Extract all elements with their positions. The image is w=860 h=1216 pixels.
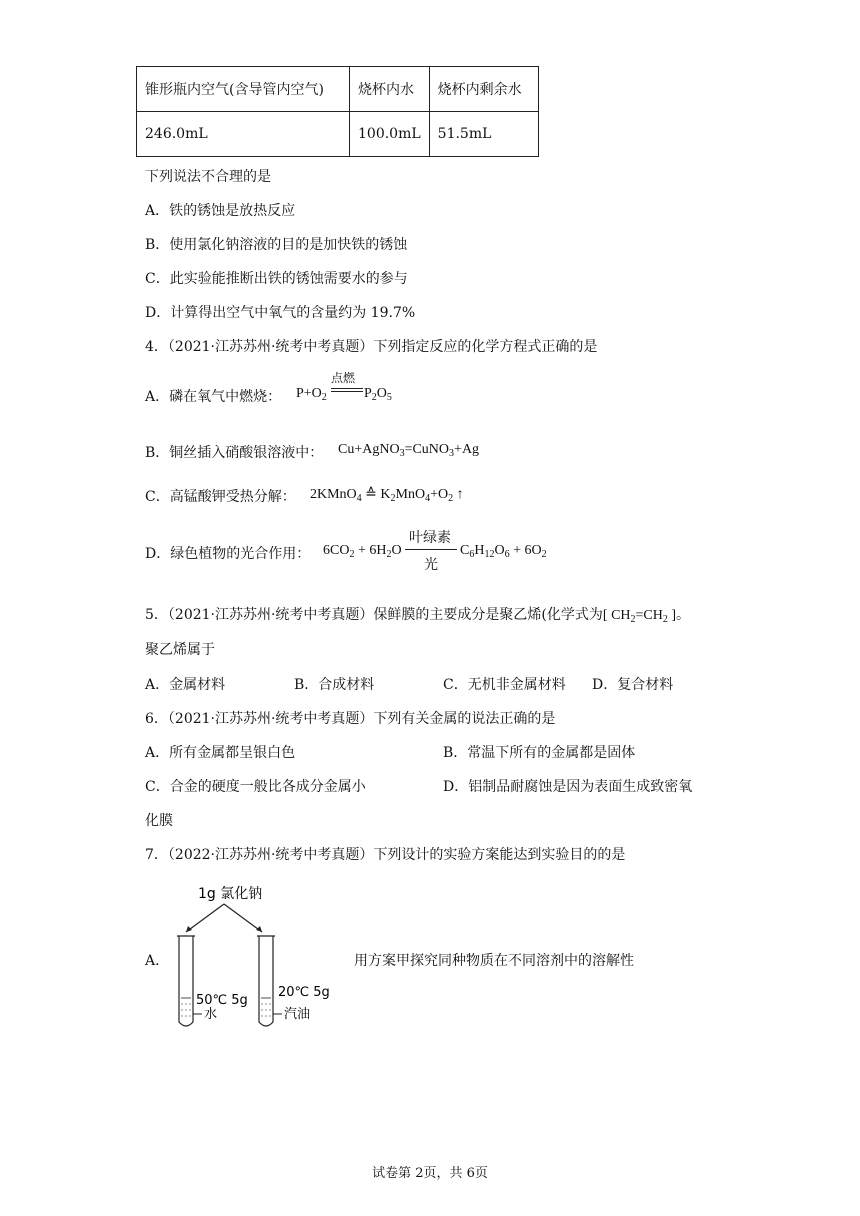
arrow-left-head: [186, 926, 192, 932]
q5-stem-end: 。: [676, 607, 691, 623]
q3-option-d: D．计算得出空气中氧气的含量约为 19.7%: [145, 305, 416, 321]
q4-option-a-condition: 点燃: [331, 371, 356, 385]
arrow-right-head: [256, 926, 262, 932]
q5-option-a: A．金属材料: [145, 677, 226, 693]
q5-formula: [ $CH_2=CH_2$ ]: [602, 608, 677, 625]
reaction-arrow-line: [405, 549, 457, 550]
q6-stem: 6．（2021·江苏苏州·统考中考真题）下列有关金属的说法正确的是: [145, 711, 556, 727]
arrow-right-line: [224, 904, 262, 932]
q4-option-a-lhs: $P+O_2$: [296, 386, 327, 403]
q7-stem: 7．（2022·江苏苏州·统考中考真题）下列设计的实验方案能达到实验目的的是: [145, 847, 626, 863]
q6-option-d-continued: 化膜: [145, 813, 173, 829]
q4-option-b-equation: Cu+AgNO$_3$=CuNO$_3$+Ag: [338, 442, 480, 459]
left-tube-condition: 50℃ 5g: [196, 993, 248, 1008]
q4-option-c-equation: 2KMnO$_4$ ≙ $K_2MnO_4+O_2$ ↑: [310, 487, 464, 504]
q3-option-b: B．使用氯化钠溶液的目的是加快铁的锈蚀: [145, 237, 408, 253]
q5-option-b: B．合成材料: [294, 677, 375, 693]
right-tube-liquid: 汽油: [284, 1007, 311, 1022]
q4-option-a-rhs: $P_2O_5$: [364, 386, 392, 403]
q5-option-c: C．无机非金属材料: [443, 677, 566, 693]
q4-option-a-label: A．磷在氧气中燃烧：: [145, 389, 282, 405]
data-table: [136, 66, 539, 157]
q4-option-d-condition-bottom: 光: [424, 557, 438, 573]
q6-option-a: A．所有金属都呈银白色: [145, 745, 296, 761]
q4-stem: 4．（2021·江苏苏州·统考中考真题）下列指定反应的化学方程式正确的是: [145, 339, 598, 355]
table-header-cell: 锥形瓶内空气(含导管内空气): [137, 67, 350, 112]
q7-option-a-text: 用方案甲探究同种物质在不同溶剂中的溶解性: [354, 953, 634, 969]
page-footer: 试卷第 2页，共 6页: [372, 1166, 488, 1181]
reaction-arrow-double-line: [331, 388, 363, 392]
table-cell: 246.0mL: [137, 112, 350, 157]
q4-option-d-condition-top: 叶绿素: [409, 530, 451, 546]
q5-stem-text: 5．（2021·江苏苏州·统考中考真题）保鲜膜的主要成分是聚乙烯(化学式为: [145, 607, 603, 623]
q4-option-d-label: D．绿色植物的光合作用：: [145, 546, 311, 562]
table-header-cell: 烧杯内剩余水: [429, 67, 538, 112]
q6-option-d: D．铝制品耐腐蚀是因为表面生成致密氧: [443, 779, 693, 795]
q7-option-a-label: A．: [145, 953, 170, 969]
table-cell: 100.0mL: [350, 112, 430, 157]
arrow-left-line: [186, 904, 224, 932]
q5-option-d: D．复合材料: [592, 677, 674, 693]
table-header-row: [137, 67, 539, 112]
q3-stem: 下列说法不合理的是: [145, 169, 271, 185]
q6-option-c: C．合金的硬度一般比各成分金属小: [145, 779, 366, 795]
test-tube-left: [177, 936, 195, 1026]
right-tube-condition: 20℃ 5g: [278, 985, 330, 1000]
table-row: [137, 112, 539, 157]
figure-top-label: 1g 氯化钠: [198, 886, 263, 902]
q3-option-a: A．铁的锈蚀是放热反应: [145, 203, 296, 219]
test-tube-right: [257, 936, 275, 1026]
q3-option-c: C．此实验能推断出铁的锈蚀需要水的参与: [145, 271, 408, 287]
left-tube-liquid: 水: [204, 1007, 218, 1022]
table-cell: 51.5mL: [429, 112, 538, 157]
solubility-experiment-figure: [160, 876, 350, 1036]
q4-option-c-label: C．高锰酸钾受热分解：: [145, 489, 296, 505]
q4-option-b-label: B．铜丝插入硝酸银溶液中：: [145, 445, 324, 461]
q4-option-d-rhs: $C_6H_{12}O_6 + 6O_2$: [460, 543, 547, 560]
table-header-cell: 烧杯内水: [350, 67, 430, 112]
q6-option-b: B．常温下所有的金属都是固体: [443, 745, 636, 761]
q4-option-d-lhs: $6CO_2 + 6H_2O$: [323, 543, 402, 560]
q5-stem: [145, 604, 690, 625]
q5-line2: 聚乙烯属于: [145, 642, 215, 658]
